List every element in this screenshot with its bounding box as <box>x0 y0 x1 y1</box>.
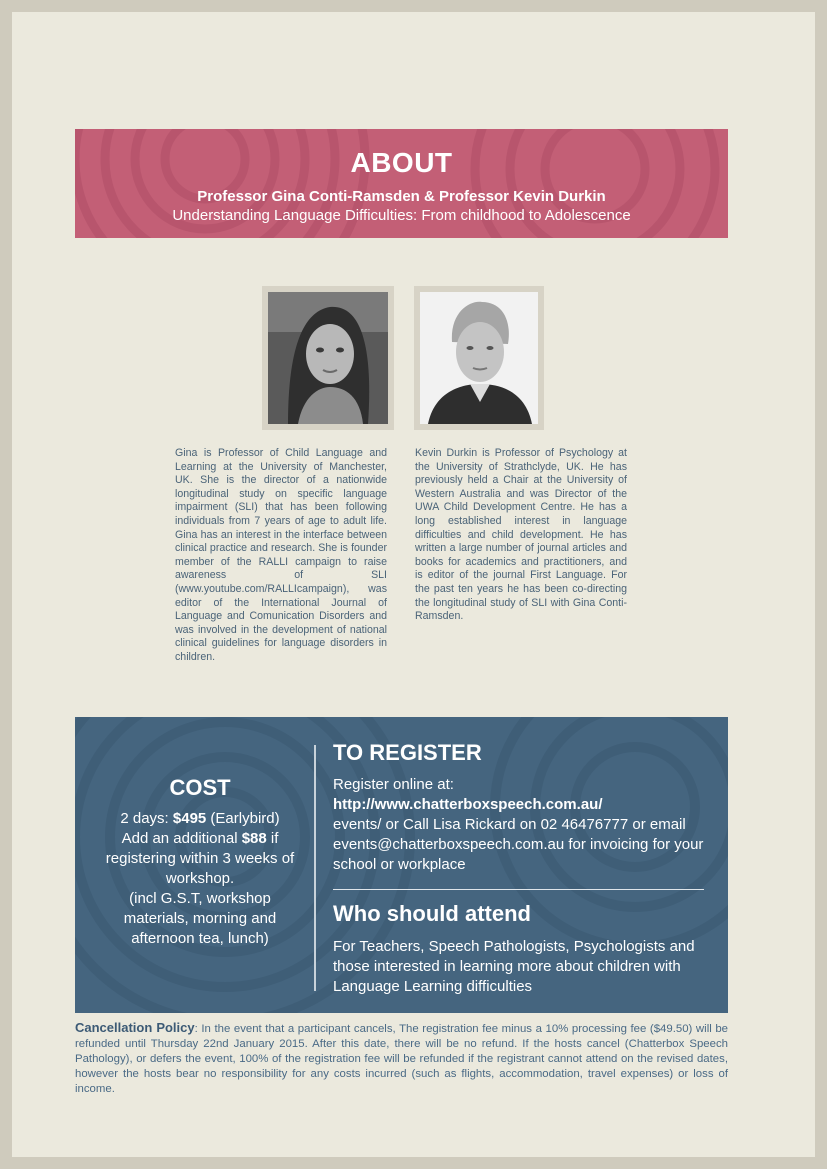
cost-late-fee: Add an additional $88 if registering within 3 weeks of workshop. <box>105 830 295 887</box>
cost-inclusions: (incl G.S.T, workshop materials, morning and afternoon tea, lunch) <box>123 890 277 947</box>
cost-early-bird: 2 days: $495 (Earlybird) <box>120 810 280 827</box>
cost-heading: COST <box>169 775 231 800</box>
cancellation-label: Cancellation Policy <box>75 1020 195 1035</box>
attend-section <box>333 899 723 997</box>
attend-heading: Who should attend <box>333 901 531 926</box>
about-heading: ABOUT <box>350 147 453 178</box>
early-bird-price: $495 <box>172 810 207 827</box>
registration-panel <box>75 717 728 1013</box>
speaker-names: Professor Gina Conti-Ramsden & Professor Kevin Durkin <box>197 188 606 205</box>
gina-portrait-image <box>268 292 388 424</box>
register-heading: TO REGISTER <box>333 740 482 765</box>
attend-text: For Teachers, Speech Pathologists, Psychologists and those interested in learning more about children with Language Learning difficulties <box>333 938 695 995</box>
cancellation-policy <box>75 1020 728 1097</box>
late-fee-price: $88 <box>241 830 267 847</box>
horizontal-divider <box>333 889 704 890</box>
workshop-subtitle: Understanding Language Difficulties: From childhood to Adolescence <box>172 207 631 224</box>
register-url-link[interactable]: http://www.chatterboxspeech.com.au/ <box>333 796 603 813</box>
cancellation-text: : In the event that a participant cancels, The registration fee minus a 10% processing fee ($49.50) will be refunded until Thursday 22nd January 2015. After this date, there will be no refund. If the hosts cancel (Chatterbox Speech Pathology), or defers the event, 100% of the registration fee will be refunded if the registrant cannot attend on the revised dates, however the hosts bear no responsibility for any costs incurred (such as flights, accommodation, travel expenses) or loss of income. <box>75 1023 728 1095</box>
register-details: events/ or Call Lisa Rickard on 02 46476777 or email events@chatterboxspeech.com.au for invoicing for your school or workplace <box>333 816 704 873</box>
kevin-portrait-image <box>420 292 538 424</box>
cost-section <box>105 775 295 949</box>
gina-bio: Gina is Professor of Child Language and Learning at the University of Manchester, UK. She is the director of a nationwide longitudinal study on specific language impairment (SLI) that has been following individuals from 7 years of age to adult life. Gina has an interest in the interface between clinical practice and research. She is founder member of the RALLI campaign to raise awareness of SLI (www.youtube.com/RALLIcampaign), was editor of the International Journal of Language and Comunication Disorders and was involved in the development of national clinical guidelines for language disorders in children. <box>175 447 387 663</box>
kevin-bio: Kevin Durkin is Professor of Psychology at the University of Strathclyde, UK. He has previously held a Chair at the University of Western Australia and was Director of the UWA Child Development Centre. He has a long established interest in language difficulties and child development. He has written a large number of journal articles and books for academics and practitioners, and is editor of the journal First Language. For the past ten years he has been co-directing the longitudinal study of SLI with Gina Conti-Ramsden. <box>415 447 627 623</box>
gina-photo <box>262 286 394 430</box>
register-intro: Register online at: <box>333 776 454 793</box>
register-section <box>333 739 723 875</box>
vertical-divider <box>314 745 316 991</box>
about-banner <box>75 129 728 238</box>
kevin-photo <box>414 286 544 430</box>
